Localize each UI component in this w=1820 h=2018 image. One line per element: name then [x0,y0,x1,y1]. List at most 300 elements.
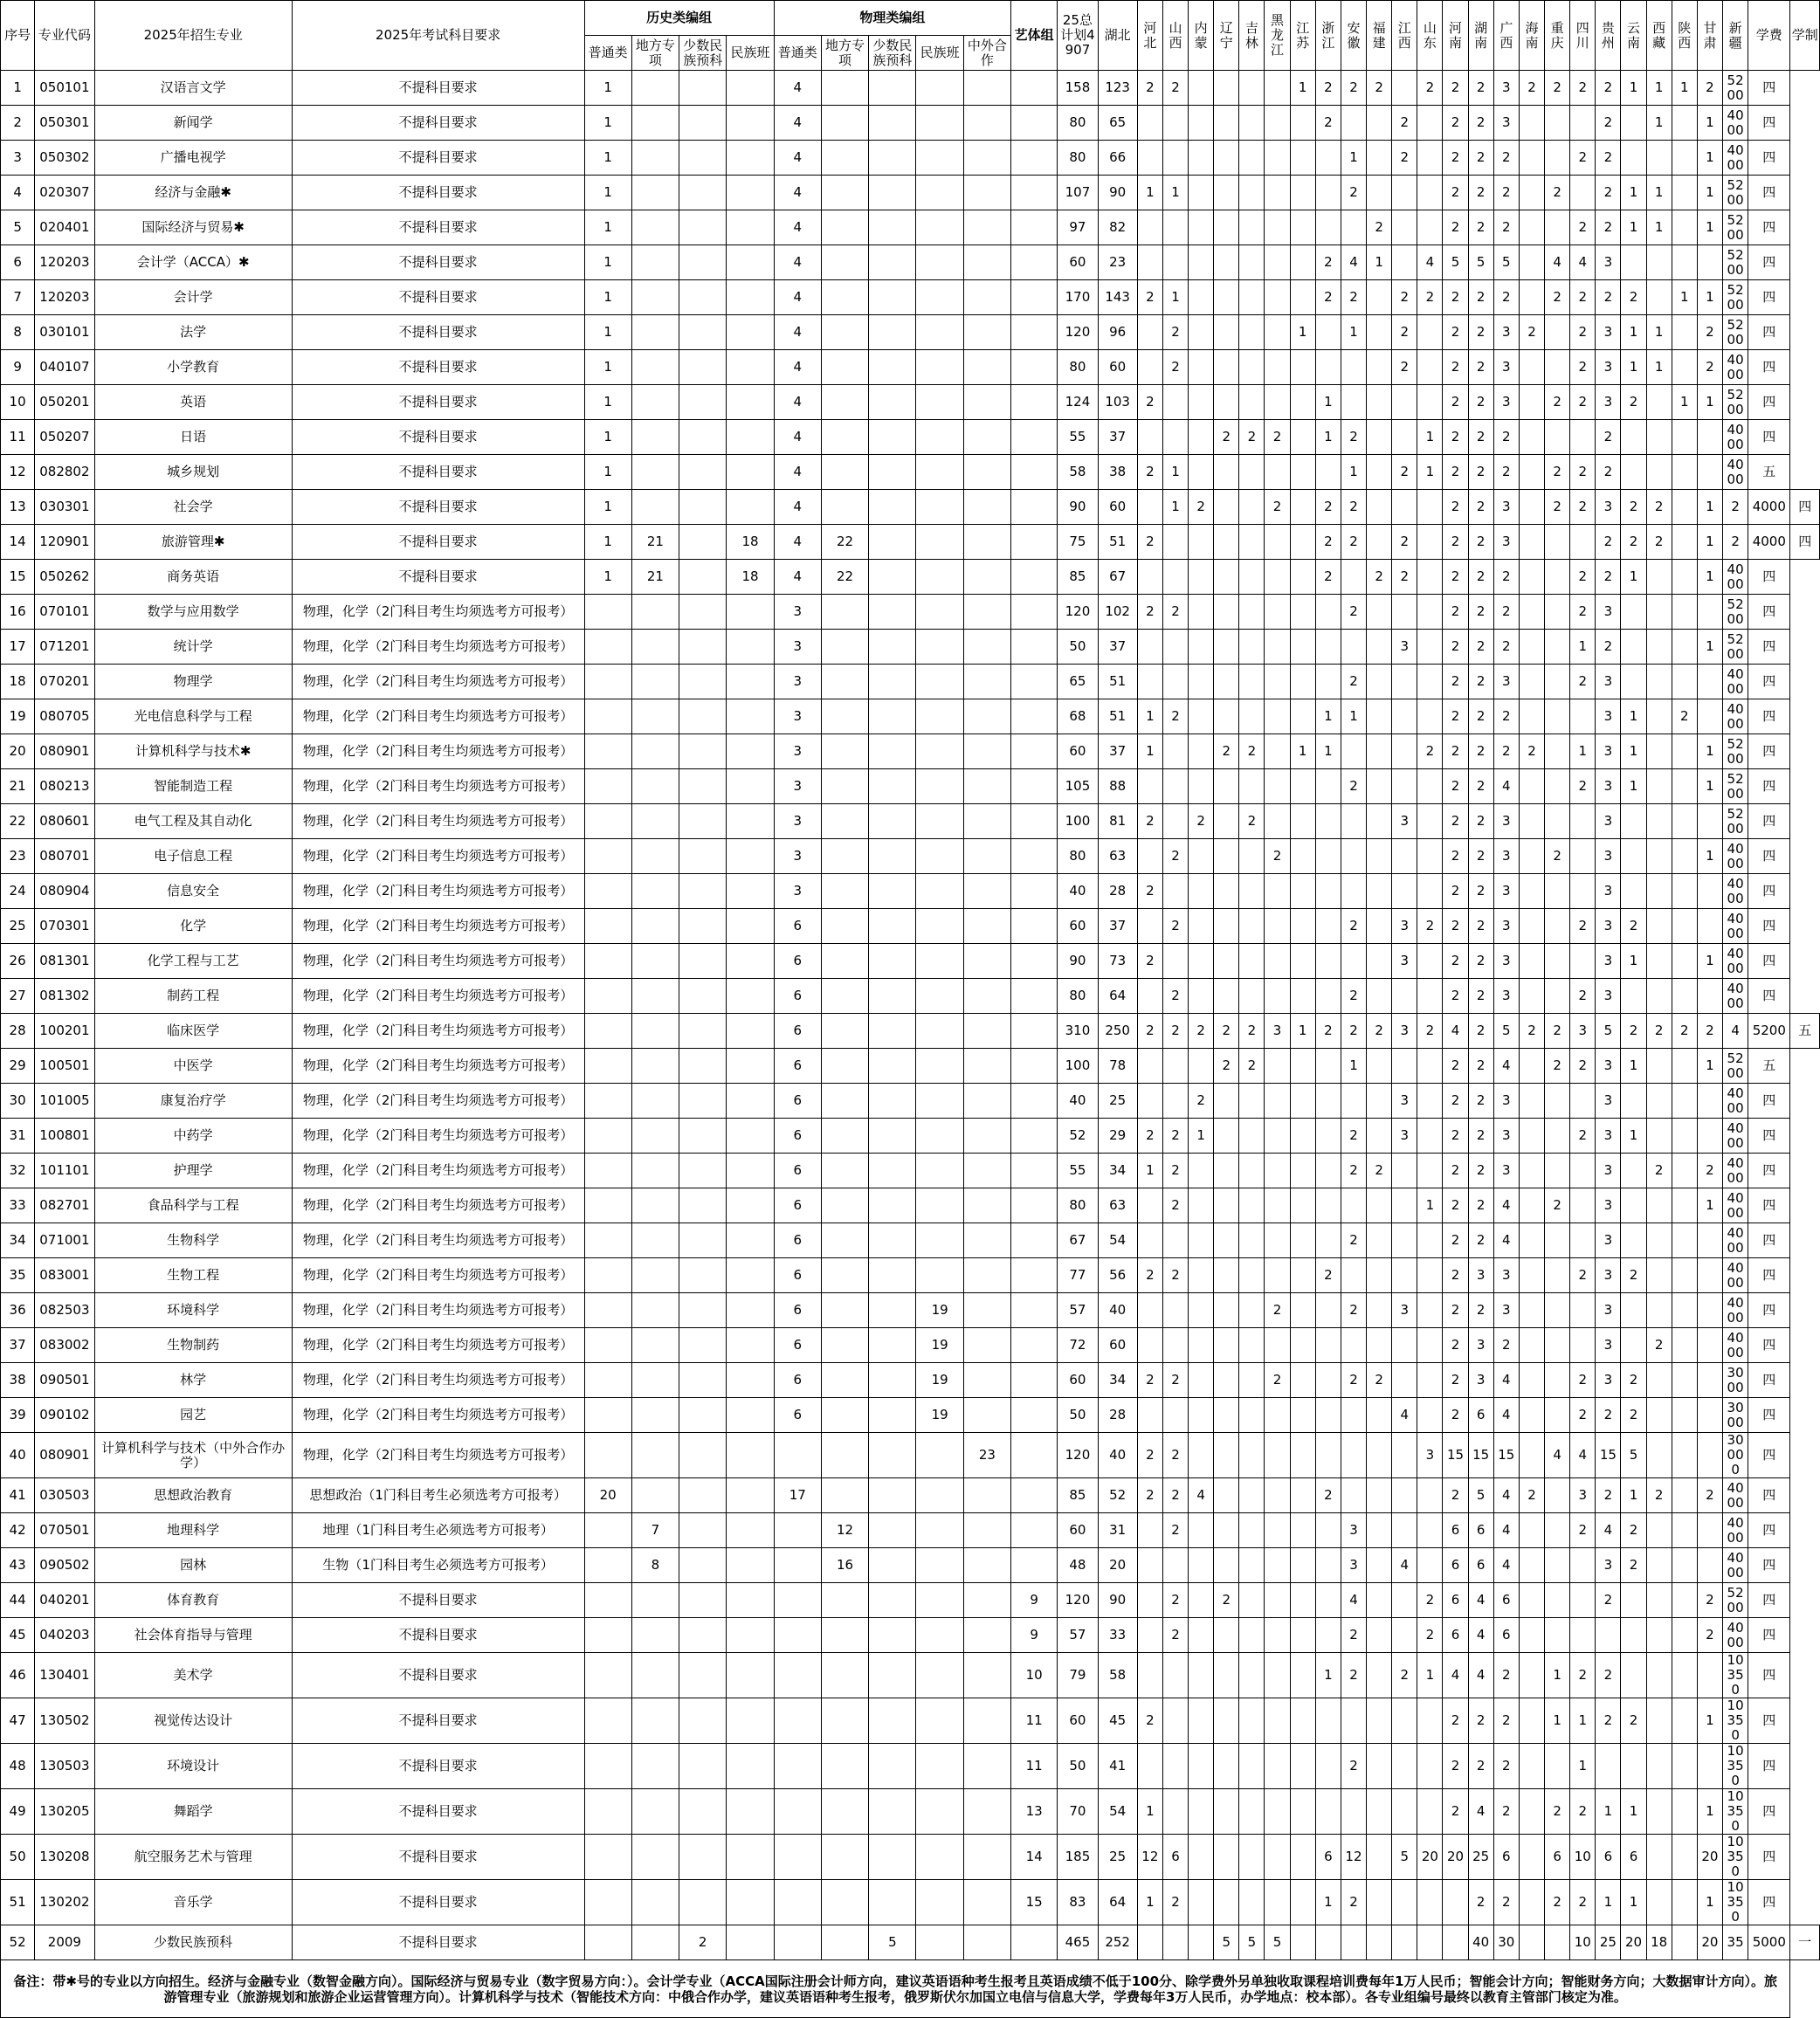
table-cell: 1 [1417,1188,1443,1223]
table-cell [1392,1188,1417,1223]
table-cell [1519,245,1544,280]
table-cell [1265,1744,1290,1789]
table-cell: 2 [1545,1789,1570,1835]
table-cell [963,1548,1010,1583]
cell-subject: 物理，化学（2门科目考生均须选考方可报考） [292,1014,584,1049]
table-cell [869,1188,916,1223]
table-cell [1137,420,1162,455]
table-cell [869,944,916,979]
table-cell [631,1433,679,1478]
table-cell [1621,1293,1646,1328]
cell-code: 070101 [35,595,94,630]
table-cell: 2 [1493,1328,1519,1363]
table-cell [727,734,774,769]
table-cell [1137,1084,1162,1119]
cell-subject: 物理，化学（2门科目考生均须选考方可报考） [292,1328,584,1363]
table-cell [869,1398,916,1433]
table-cell [1545,1293,1570,1328]
table-cell: 2 [1468,595,1493,630]
table-cell: 13 [1011,1789,1058,1835]
table-cell [1417,1744,1443,1789]
table-cell: 四 [1748,1188,1790,1223]
table-cell [631,595,679,630]
table-cell [727,909,774,944]
table-cell: 1 [584,525,631,560]
table-cell: 2 [1392,315,1417,350]
table-cell [1392,210,1417,245]
table-cell: 2 [1493,176,1519,210]
table-cell [1519,944,1544,979]
table-cell: 2 [1265,420,1290,455]
table-cell [584,1293,631,1328]
table-cell [1545,1583,1570,1618]
table-cell [1315,979,1341,1014]
table-cell [1672,1653,1697,1698]
table-cell [869,1258,916,1293]
table-cell [1137,106,1162,141]
table-cell [1189,734,1214,769]
table-cell: 2 [1341,1293,1366,1328]
table-cell [1545,315,1570,350]
table-cell [1392,1925,1417,1960]
table-cell [1646,1119,1672,1154]
table-cell [1189,595,1214,630]
table-cell: 2 [1570,280,1596,315]
table-cell: 54 [1098,1223,1137,1258]
table-cell [1162,1049,1188,1084]
cell-major: 航空服务艺术与管理 [94,1835,292,1880]
table-cell: 6 [774,1049,821,1084]
table-cell [869,455,916,490]
table-cell [1570,106,1596,141]
table-cell: 2 [1621,1513,1646,1548]
cell-seq: 31 [1,1119,35,1154]
table-cell [1189,1049,1214,1084]
table-cell [1672,1925,1697,1960]
table-cell [631,1014,679,1049]
table-cell: 2 [1570,1789,1596,1835]
table-cell [916,804,963,839]
table-cell: 2 [1697,1583,1722,1618]
table-cell: 15 [1011,1880,1058,1925]
table-cell [1672,909,1697,944]
table-cell [1417,210,1443,245]
table-cell [584,1154,631,1188]
table-cell [869,1653,916,1698]
table-cell [1290,385,1315,420]
table-cell [1697,909,1722,944]
table-cell: 4 [774,420,821,455]
cell-seq: 8 [1,315,35,350]
table-cell: 5200 [1723,595,1748,630]
table-cell [1621,1618,1646,1653]
table-cell [821,455,868,490]
table-cell [1646,1293,1672,1328]
table-cell [1265,1258,1290,1293]
table-cell [1137,979,1162,1014]
table-cell [1189,176,1214,210]
table-cell: 4000 [1723,1188,1748,1223]
table-cell [963,525,1010,560]
cell-subject: 不提科目要求 [292,106,584,141]
table-cell: 6 [774,1084,821,1119]
table-cell: 2 [1392,141,1417,176]
table-cell: 四 [1748,1478,1790,1513]
table-cell [1672,560,1697,595]
table-cell [1189,141,1214,176]
table-cell [1189,1513,1214,1548]
table-cell: 67 [1098,560,1137,595]
cell-seq: 28 [1,1014,35,1049]
table-cell [584,1513,631,1548]
cell-seq: 16 [1,595,35,630]
table-cell [1162,1223,1188,1258]
table-cell [631,210,679,245]
cell-major: 少数民族预科 [94,1925,292,1960]
cell-subject: 不提科目要求 [292,141,584,176]
cell-subject: 思想政治（1门科目考生必须选考方可报考） [292,1478,584,1513]
table-cell [821,1789,868,1835]
table-cell: 2 [1596,1478,1621,1513]
table-cell: 4000 [1723,944,1748,979]
table-cell: 19 [916,1293,963,1328]
table-cell: 3 [1392,804,1417,839]
table-cell [1545,1223,1570,1258]
table-cell [1239,1363,1265,1398]
table-cell: 2 [1468,1698,1493,1744]
table-cell: 2 [1443,71,1468,106]
table-cell [727,1363,774,1398]
table-row [1,141,1820,176]
table-cell: 1 [1315,420,1341,455]
table-cell: 3 [1493,839,1519,874]
table-cell [1214,1119,1239,1154]
table-row [1,1258,1820,1293]
table-cell [821,1363,868,1398]
table-cell [679,630,727,665]
table-cell [1011,699,1058,734]
header-physics-sub: 普通类 [774,36,821,71]
table-cell [963,1698,1010,1744]
cell-seq: 17 [1,630,35,665]
table-cell: 170 [1058,280,1098,315]
table-cell: 2 [1162,350,1188,385]
table-row [1,1398,1820,1433]
table-cell: 10350 [1723,1653,1748,1698]
table-cell: 4 [774,141,821,176]
table-cell [1596,1618,1621,1653]
table-cell [1519,1618,1544,1653]
table-cell [1214,1188,1239,1223]
table-cell [1519,804,1544,839]
table-cell: 6 [774,979,821,1014]
table-cell: 4 [1468,1583,1493,1618]
table-cell: 1 [584,560,631,595]
table-cell [1265,176,1290,210]
table-cell: 1 [1697,769,1722,804]
table-cell: 3 [1493,525,1519,560]
table-cell [1011,1119,1058,1154]
table-cell [1189,630,1214,665]
table-cell [916,176,963,210]
header-province: 陕西 [1672,1,1697,71]
header-province: 山东 [1417,1,1443,71]
table-cell: 2 [1519,71,1544,106]
table-cell [869,839,916,874]
table-cell [821,1119,868,1154]
cell-code: 100801 [35,1119,94,1154]
table-cell [774,1789,821,1835]
table-cell [1239,1744,1265,1789]
table-cell [821,1293,868,1328]
table-cell: 20 [1697,1835,1722,1880]
table-cell [1621,245,1646,280]
table-cell [963,1618,1010,1653]
table-cell: 1 [1290,315,1315,350]
table-cell [1697,874,1722,909]
table-cell: 4 [1723,1014,1748,1049]
table-row [1,1223,1820,1258]
cell-seq: 30 [1,1084,35,1119]
table-cell: 1 [1290,1014,1315,1049]
table-cell: 40 [1098,1293,1137,1328]
table-cell [1417,1880,1443,1925]
table-cell [1621,630,1646,665]
table-cell [963,699,1010,734]
table-cell: 37 [1098,630,1137,665]
table-cell [916,280,963,315]
table-cell: 1 [584,71,631,106]
table-cell: 2 [1162,1478,1188,1513]
table-cell: 2 [1162,909,1188,944]
table-cell [1011,804,1058,839]
table-cell [1697,1398,1722,1433]
table-cell [963,630,1010,665]
table-cell [727,874,774,909]
header-province: 辽宁 [1214,1,1239,71]
table-cell: 2 [1697,315,1722,350]
table-cell [916,490,963,525]
table-cell [1672,874,1697,909]
table-cell: 4 [1493,1363,1519,1398]
table-cell [1367,455,1392,490]
table-cell [1011,210,1058,245]
table-cell: 3 [774,595,821,630]
table-cell: 2 [1265,490,1290,525]
cell-seq: 24 [1,874,35,909]
table-cell [1519,176,1544,210]
table-cell [1315,1328,1341,1363]
table-cell [679,909,727,944]
table-cell [1265,1188,1290,1223]
table-row [1,1084,1820,1119]
cell-subject: 物理，化学（2门科目考生均须选考方可报考） [292,630,584,665]
table-cell: 2 [1468,665,1493,699]
table-cell [631,1188,679,1223]
table-cell [1672,1789,1697,1835]
table-cell [1315,1223,1341,1258]
table-cell: 2 [1214,1014,1239,1049]
table-cell: 四 [1748,1583,1790,1618]
table-cell [1239,245,1265,280]
table-row [1,1925,1820,1960]
table-cell: 3 [1596,1293,1621,1328]
table-cell [1162,1293,1188,1328]
table-cell [1545,1513,1570,1548]
table-cell: 2 [1519,1478,1544,1513]
cell-seq: 42 [1,1513,35,1548]
table-cell: 4000 [1723,1478,1748,1513]
table-cell: 2 [1672,1014,1697,1049]
cell-code: 2009 [35,1925,94,1960]
cell-subject: 物理，化学（2门科目考生均须选考方可报考） [292,944,584,979]
table-cell: 35 [1723,1925,1748,1960]
table-cell [1646,1835,1672,1880]
table-cell: 四 [1748,839,1790,874]
table-cell [1392,1223,1417,1258]
table-cell [727,176,774,210]
table-cell: 23 [963,1433,1010,1478]
table-row [1,979,1820,1014]
table-cell [1265,1049,1290,1084]
table-cell [963,560,1010,595]
table-cell [1162,874,1188,909]
cell-subject: 不提科目要求 [292,1789,584,1835]
table-cell: 41 [1098,1744,1137,1789]
table-cell [1697,1744,1722,1789]
table-cell [963,734,1010,769]
table-cell [916,1548,963,1583]
table-row [1,1653,1820,1698]
table-cell: 1 [1646,210,1672,245]
table-cell [1519,1744,1544,1789]
table-cell: 2 [1137,1478,1162,1513]
table-cell [1214,909,1239,944]
table-cell: 3 [1392,630,1417,665]
table-cell [774,1618,821,1653]
table-cell [631,280,679,315]
table-cell: 4000 [1723,1258,1748,1293]
table-cell: 90 [1098,176,1137,210]
table-cell [1290,1049,1315,1084]
cell-seq: 35 [1,1258,35,1293]
table-cell [1646,630,1672,665]
table-cell [1341,1698,1366,1744]
cell-seq: 52 [1,1925,35,1960]
table-cell: 54 [1098,1789,1137,1835]
table-cell [1417,560,1443,595]
table-cell: 5 [1214,1925,1239,1960]
table-cell [1646,1583,1672,1618]
table-cell: 2 [1596,560,1621,595]
table-cell [679,490,727,525]
cell-code: 100201 [35,1014,94,1049]
table-cell [1417,804,1443,839]
table-cell [869,1513,916,1548]
table-cell [1011,245,1058,280]
table-cell [584,1258,631,1293]
table-cell [1341,385,1366,420]
cell-seq: 37 [1,1328,35,1363]
table-cell [1011,1398,1058,1433]
table-cell: 4 [1493,1398,1519,1433]
table-cell: 3 [1493,1293,1519,1328]
table-cell: 2 [1417,1014,1443,1049]
table-cell [1697,1258,1722,1293]
table-cell [1239,874,1265,909]
table-cell [821,1084,868,1119]
table-cell [1672,1188,1697,1223]
table-cell [1239,699,1265,734]
table-cell: 67 [1058,1223,1098,1258]
table-cell: 4 [774,385,821,420]
table-cell: 2 [1621,490,1646,525]
table-cell: 252 [1098,1925,1137,1960]
table-cell: 3 [1493,490,1519,525]
table-cell [631,839,679,874]
table-cell: 2 [1697,1618,1722,1653]
cell-subject: 不提科目要求 [292,245,584,280]
table-cell [1162,210,1188,245]
table-cell [1545,699,1570,734]
table-cell: 4 [1493,1188,1519,1223]
table-cell: 2 [1545,490,1570,525]
table-cell [1162,1328,1188,1363]
table-cell [1392,979,1417,1014]
table-cell [774,1513,821,1548]
table-cell: 2 [1367,1014,1392,1049]
table-cell: 四 [1748,280,1790,315]
table-cell [1392,1049,1417,1084]
table-cell [1214,1433,1239,1478]
table-cell: 33 [1098,1618,1137,1653]
table-cell: 2 [1519,734,1544,769]
table-cell [631,490,679,525]
table-cell: 2 [1315,1258,1341,1293]
table-cell: 2 [1341,1744,1366,1789]
table-cell: 2 [1341,71,1366,106]
table-cell: 1 [1137,176,1162,210]
table-cell: 四 [1748,176,1790,210]
table-cell [1239,1258,1265,1293]
table-cell: 52 [1058,1119,1098,1154]
table-cell: 1 [1596,1880,1621,1925]
table-cell: 58 [1058,455,1098,490]
table-cell [1392,490,1417,525]
table-row [1,1744,1820,1789]
table-cell: 100 [1058,1049,1098,1084]
table-cell [821,1258,868,1293]
table-cell [963,176,1010,210]
table-cell [1392,1154,1417,1188]
table-cell [916,525,963,560]
cell-code: 070201 [35,665,94,699]
table-cell [1570,1223,1596,1258]
table-cell: 2 [1519,1014,1544,1049]
table-cell [1392,1744,1417,1789]
table-cell [1646,665,1672,699]
table-cell [1341,839,1366,874]
table-cell [821,630,868,665]
table-cell: 1 [1697,1880,1722,1925]
table-cell: 52 [1098,1478,1137,1513]
table-cell: 65 [1098,106,1137,141]
table-cell [1367,1223,1392,1258]
cell-subject: 物理，化学（2门科目考生均须选考方可报考） [292,1398,584,1433]
table-row [1,350,1820,385]
table-cell [1239,141,1265,176]
table-cell [1189,1154,1214,1188]
